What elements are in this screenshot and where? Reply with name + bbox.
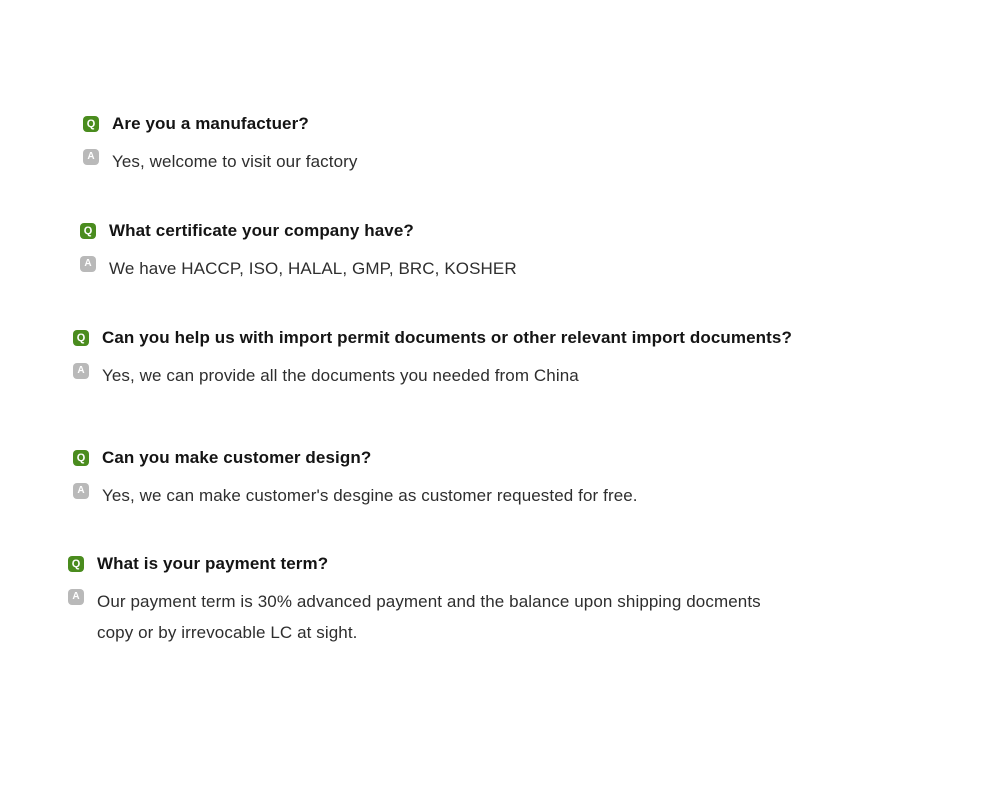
- question-badge-icon: Q: [73, 450, 89, 466]
- faq-item: [83, 113, 358, 177]
- question-row: [68, 553, 787, 575]
- question-row: [83, 113, 358, 135]
- answer-text: We have HACCP, ISO, HALAL, GMP, BRC, KOSHER: [109, 259, 517, 278]
- answer-row: [73, 360, 792, 391]
- answer-row: [83, 146, 358, 177]
- question-row: [80, 220, 517, 242]
- question-text: Are you a manufactuer?: [112, 114, 309, 133]
- answer-badge-icon: A: [73, 483, 89, 499]
- question-badge-icon: Q: [68, 556, 84, 572]
- question-text: What is your payment term?: [97, 554, 329, 573]
- faq-item: [80, 220, 517, 284]
- question-text: Can you make customer design?: [102, 448, 372, 467]
- answer-text: Yes, we can make customer's desgine as customer requested for free.: [102, 486, 638, 505]
- faq-item: [73, 327, 792, 391]
- answer-badge-icon: A: [80, 256, 96, 272]
- answer-row: [68, 586, 787, 648]
- answer-badge-icon: A: [83, 149, 99, 165]
- question-text: Can you help us with import permit documents or other relevant import documents?: [102, 328, 792, 347]
- question-row: [73, 447, 638, 469]
- faq-item: [68, 553, 787, 648]
- answer-row: [73, 480, 638, 511]
- faq-item: [73, 447, 638, 511]
- question-row: [73, 327, 792, 349]
- answer-text: Yes, we can provide all the documents you needed from China: [102, 366, 579, 385]
- answer-badge-icon: A: [73, 363, 89, 379]
- question-badge-icon: Q: [83, 116, 99, 132]
- answer-badge-icon: A: [68, 589, 84, 605]
- question-badge-icon: Q: [80, 223, 96, 239]
- answer-row: [80, 253, 517, 284]
- answer-text: Yes, welcome to visit our factory: [112, 152, 358, 171]
- question-badge-icon: Q: [73, 330, 89, 346]
- question-text: What certificate your company have?: [109, 221, 414, 240]
- answer-text: Our payment term is 30% advanced payment and the balance upon shipping docments copy or by irrevocable LC at sight.: [97, 592, 761, 642]
